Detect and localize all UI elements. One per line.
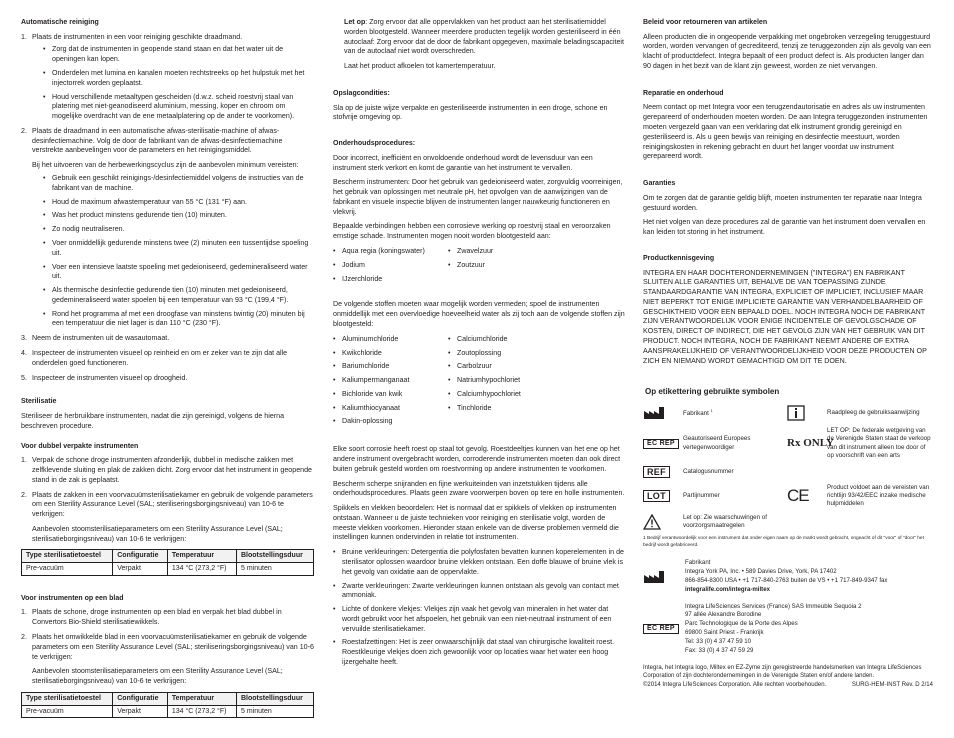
list-item: • Dakin-oplossing xyxy=(333,417,448,427)
tray-steps xyxy=(21,608,314,662)
list-item: • Kaliumthiocyanaat xyxy=(333,404,448,414)
column-middle xyxy=(333,18,625,672)
symbol-caution-label: Let op: Zie waarschuwingen of voorzorgsmaatregelen xyxy=(683,514,767,530)
repair-heading: Reparatie en onderhoud xyxy=(643,89,724,97)
rep-line: 69800 Saint Priest - Frankrijk xyxy=(685,629,764,637)
cleaning-step-1: 1. Plaats de instrumenten in een voor reiniging geschikte draadmand. • Zorg dat de instrumenten in geopende stand staan en dat het water uit de openingen kan lopen. • Onderdelen met lumina en kanalen moeten rechtstreeks op het hulpstuk met het injectorrek worden geplaatst. • Houd verschillende metaaltypen gescheiden (d.w.z. scheid roestvrij staal van platering met niet-geanodiseerd aluminium, messing, koper en chroom om mogelijke overdracht van de ene metaalplatering op de ander te voorkomen). xyxy=(21,33,314,122)
symbol-lot-label: Partijnummer xyxy=(683,492,720,500)
table-header: Type sterilisatietoestel xyxy=(22,550,113,563)
table-cell: Verpakt xyxy=(113,705,168,718)
table-cell: Pre-vacuüm xyxy=(22,563,113,576)
document-code: SURG-HEM-INST Rev. D 2/14 xyxy=(851,681,933,688)
ref-icon: REF xyxy=(643,466,683,478)
list-item: • Calciumchloride xyxy=(448,335,625,345)
sterilisation-table-tray xyxy=(21,692,314,718)
table-header: Blootstellingsduur xyxy=(236,550,313,563)
cool-text: Laat het product afkoelen tot kamertemperatuur. xyxy=(344,62,496,71)
ec-rep-icon: EC REP xyxy=(643,603,685,656)
maintenance-text-2: Bescherm instrumenten: Door het gebruik van gedeioniseerd water, zorgvuldig voorreinigen, het gebruik van oplossingen met neutrale pH, het opvolgen van de aanwijzingen van de fabrikant en visuele inspectie blijven de instrumenten langer nauwkeurig functioneren en vlekvrij. xyxy=(333,178,623,216)
copyright-text: ©2014 Integra LifeSciences Corporation. Alle rechten voorbehouden. xyxy=(643,681,827,688)
table-cell: 134 °C (273,2 °F) xyxy=(167,563,236,576)
list-item: • Rond het programma af met een droogfase van minstens twintig (20) minuten bij een temperatuur die niet lager is dan 110 °C (230 °F). xyxy=(32,310,314,330)
list-item: • Bariumchloride xyxy=(333,362,448,372)
notice-text: INTEGRA EN HAAR DOCHTERONDERNEMINGEN ("INTEGRA") EN FABRIKANT SLUITEN ALLE GARANTIES UIT, BEHALVE DE VAN TOEPASSING ZIJNDE STANDAARDGARANTIE VAN INTEGRA, EXPLICIET OF IMPLICIET, INCLUSIEF MAAR NIET BEPERKT TOT ENIGE IMPLICIETE GARANTIE VAN VERHANDELBAARHEID OF GESCHIKTHEID VOOR EEN BEPAALD DOEL. NOCH INTEGRA NOCH DE FABRIKANT ZIJN VERANTWOORDELIJK VOOR ENIGE INCIDENTELE OF GEVOLGSCHADE OF KOSTEN, DIRECT OF INDIRECT, DIE HET GEVOLG ZIJN VAN HET GEBRUIK VAN DIT PRODUCT. NOCH INTEGRA, NOCH DE FABRIKANT NEEMT ANDERE OF EXTRA AANSPRAKELIJKHEID OF VERANTWOORDELIJKHEID VOOR DEZE PRODUCTEN OP ZICH EN NIEMAND WORDT GEMACHTIGD OM DIT TE DOEN. xyxy=(643,268,927,365)
double-wrap-step-2: 2. Plaats de zakken in een voorvacuümsterilisatiekamer en gebruik de volgende parameters om een Sterility Assurance Level (SAL; steriliseringsborgingsniveau) van 10-6 te verkrijgen: xyxy=(21,490,313,519)
list-item: • Natriumhypochloriet xyxy=(448,376,625,386)
sterilisation-heading: Sterilisatie xyxy=(21,398,57,406)
list-item: • Houd verschillende metaaltypen gescheiden (d.w.z. scheid roestvrij staal van platering met niet-geanodiseerd aluminium, messing, koper en chroom om mogelijke overdracht van de ene metaalplatering op de ander te voorkomen). xyxy=(32,93,314,122)
table-row xyxy=(22,705,314,718)
cleaning-heading: Automatische reiniging xyxy=(21,19,99,26)
list-item: • Gebruik een geschikt reinigings-/desinfectiemiddel volgens de instructies van de fabrikant van de machine. xyxy=(32,174,314,194)
table-header: Configuratie xyxy=(113,550,168,563)
list-item: • Kaliumpermanganaat xyxy=(333,376,448,386)
table-cell: Pre-vacuüm xyxy=(22,705,113,718)
caution-text: Let op: Zorg ervoor dat alle oppervlakken van het product aan het sterilisatiemiddel worden blootgesteld. Wanneer meerdere producten tegelijk worden gesteriliseerd in één autoclaaf: Zorg ervoor dat de door de fabrikant opgegeven, maximale beladingscapaciteit van de autoclaaf niet wordt overschreden. xyxy=(344,18,624,56)
list-item: • IJzerchloride xyxy=(333,275,448,285)
list-item: • Was het product minstens gedurende tien (10) minuten. xyxy=(32,211,314,221)
repair-text: Neem contact op met Integra voor een terugzendautorisatie en adres als uw instrumenten gerepareerd of onderhouden moeten worden. De aan Integra teruggezonden instrumenten moeten vergezeld gaan van een verklaring dat elk instrument grondig gereinigd en gesteriliseerd is. Als u geen bewijs van reiniging en desinfectie meestuurt, worden reinigingskosten in rekening gebracht en duurt het langer voordat uw instrument gerepareerd wordt. xyxy=(643,103,928,161)
list-item: • Houd de maximum afwastemperatuur van 55 °C (131 °F) aan. xyxy=(32,198,314,208)
maintenance-text-1: Door incorrect, inefficiënt en onvoldoende onderhoud wordt de levensduur van een instrument sterk verkort en komt de garantie van het instrument te vervallen. xyxy=(333,153,593,172)
symbol-ref-label: Catalogusnummer xyxy=(683,467,734,475)
warranty-heading: Garanties xyxy=(643,180,676,188)
instructions-icon xyxy=(787,405,827,421)
manufacturer-address: Integra York PA, Inc. • 589 Davies Drive, York, PA 17402 xyxy=(685,568,837,576)
symbol-ecrep-label: Geautoriseerd Europees vertegenwoordiger xyxy=(683,435,751,451)
manufacturer-title: Fabrikant xyxy=(685,559,711,567)
caution-icon xyxy=(643,514,683,530)
list-item: • Als thermische desinfectie gedurende tien (10) minuten met gedeioniseerd, gedemineraliseerd water spoelen bij een temperatuur van 93 °C (199,4 °F). xyxy=(32,286,314,306)
rep-line: Fax: 33 (0) 4 37 47 59 29 xyxy=(685,646,754,654)
list-item: • Zwavelzuur xyxy=(448,247,625,257)
double-wrap-heading: Voor dubbel verpakte instrumenten xyxy=(21,442,139,450)
corrosive-list-1 xyxy=(333,247,625,288)
rep-line: Tel: 33 (0) 4 37 47 59 10 xyxy=(685,637,752,645)
cleaning-step-3: 3. Neem de instrumenten uit de wasautomaat. xyxy=(21,334,170,343)
rust-text-2: Bescherm scherpe snijranden en fijne werkuiteinden van inzetstukken tijdens alle onderhoudsprocedures. Plaats geen zware voorwerpen boven op tere en holle instrumenten. xyxy=(333,479,625,498)
list-item: • Zorg dat de instrumenten in geopende stand staan en dat het water uit de openingen kan lopen. xyxy=(32,45,314,65)
footnote: 1 Bedrijf verantwoordelijk voor een instrument dat onder eigen naam op de markt wordt gebracht, ongeacht of dit "voor" of "door" het bedrijf wordt gefabriceerd. xyxy=(643,536,924,548)
storage-text: Sla op de juiste wijze verpakte en gesteriliseerde instrumenten in een droge, schone en stofvrije omgeving op. xyxy=(333,103,608,122)
minimize-text: De volgende stoffen moeten waar mogelijk worden vermeden; spoel de instrumenten onmiddellijk met een overvloedige hoeveelheid water als zij toch aan de volgende stoffen zijn blootgesteld: xyxy=(333,300,625,328)
table-header: Configuratie xyxy=(113,692,168,705)
table-row xyxy=(22,563,314,576)
rust-text-1: Elke soort corrosie heeft roest op staal tot gevolg. Roestdeeltjes kunnen van het ene op het andere instrument overgebracht worden, corroderende instrumenten moeten dan ook direct buiten gebruik gesteld worden om roestvorming op andere instrumenten te voorkomen. xyxy=(333,445,621,473)
ec-rep-block xyxy=(643,603,933,656)
list-item: • Zoutzuur xyxy=(448,261,625,271)
list-item: • Jodium xyxy=(333,261,448,271)
list-item: • Kwikchloride xyxy=(333,349,448,359)
maintenance-text-3: Bepaalde verbindingen hebben een corrosieve werking op roestvrij staal en veroorzaken ernstige schade. Instrumenten mogen nooit worden blootgesteld aan: xyxy=(333,222,611,241)
rx-only-icon: Rx ONLY xyxy=(787,437,834,450)
tray-step-2: 2. Plaats het omwikkelde blad in een voorvacuümsterilisatiekamer en gebruik de volgende parameters om een Sterility Assurance Level (SAL; steriliseringsborgingsniveau) van 10-6 te verkrijgen: xyxy=(21,632,314,661)
manufacturer-phone: 866-854-8300 USA • +1 717-840-2763 buiten de VS • +1 717-849-9347 fax xyxy=(685,576,888,584)
footer xyxy=(643,664,933,690)
symbol-manufacturer-label: Fabrikant $^1$ xyxy=(683,408,713,418)
manufacturer-block xyxy=(643,559,933,594)
ce-mark-icon: CE xyxy=(787,486,809,506)
cleaning-steps xyxy=(21,33,314,384)
tray-step-1: 1. Plaats de schone, droge instrumenten op een blad en verpak het blad dubbel in Convertors Bio-Shield sterilisatiewikkels. xyxy=(21,608,282,627)
table-header: Blootstellingsduur xyxy=(236,692,313,705)
rust-text-3: Spikkels en vlekken beoordelen: Het is normaal dat er spikkels of vlekken op instrumenten ontstaan. Wanneer u de juiste technieken voor reiniging en sterilisatie volgt, worden de meeste vlekken voorkomen. Hieronder staan enkele van de diverse problemen vermeld die instellingen kunnen ondervinden in relatie tot instrumenten. xyxy=(333,504,619,542)
list-item: • Voer een intensieve laatste spoeling met gedeioniseerd, gedemineraliseerd water uit. xyxy=(32,263,314,283)
list-item: • Voer onmiddellijk gedurende minstens twee (2) minuten een tussentijdse spoeling uit. xyxy=(32,239,314,259)
tray-heading: Voor instrumenten op een blad xyxy=(21,594,124,602)
tray-note: Aanbevolen stoomsterilisatieparameters om een Sterility Assurance Level (SAL; sterilisatieborgingsniveau) van 10-6 te verkrijgen: xyxy=(32,667,283,686)
table-header: Temperatuur xyxy=(167,692,236,705)
cleaning-step-4: 4. Inspecteer de instrumenten visueel op reinheid en om er zeker van te zijn dat alle onderdelen goed functioneren. xyxy=(21,348,288,367)
ec-rep-icon: EC REP xyxy=(643,439,683,449)
list-item: • Bichloride van kwik xyxy=(333,390,448,400)
list-item: • Roestafzettingen: Het is zeer onwaarschijnlijk dat staal van chirurgische kwaliteit roest. Roestkleurige vlekjes doen zich gewoonlijk voor op locaties waar het water een hoog ijzergehalte heeft. xyxy=(333,638,625,667)
table-cell: 134 °C (273,2 °F) xyxy=(167,705,236,718)
maintenance-heading: Onderhoudsprocedures: xyxy=(333,140,416,148)
return-text: Alleen producten die in ongeopende verpakking met ongebroken verzegeling teruggestuurd worden, worden vervangen of gecrediteerd, tenzij ze teruggezonden zijn als gevolg van een klacht of productdefect. Integra bepaalt of een product defect is. Als producten langer dan 90 dagen in het bezit van de klant zijn geweest, worden ze niet vervangen. xyxy=(643,32,931,70)
list-item: • Aqua regia (koningswater) xyxy=(333,247,448,257)
double-wrap-step-1: 1. Verpak de schone droge instrumenten afzonderlijk, dubbel in medische zakken met zelfklevende sluiting en plak de zakken dicht. Zorg ervoor dat het instrument in geopende stand in de zak is geplaatst. xyxy=(21,456,312,484)
trademark-text: Integra, het Integra logo, Miltex en EZ-Zyme zijn geregistreerde handelsmerken van Integra LifeSciences Corporation of zijn dochterondernemingen in de Verenigde Staten en/of andere landen. xyxy=(643,664,922,680)
warranty-text-2: Het niet volgen van deze procedures zal de garantie van het instrument doen vervallen en kan leiden tot storing in het instrument. xyxy=(643,218,926,237)
rep-line: Parc Technologique de la Porte des Alpes xyxy=(685,620,798,628)
column-left xyxy=(21,18,314,724)
double-wrap-steps xyxy=(21,456,314,520)
rep-line: Integra LifeSciences Services (France) SAS Immeuble Sequoia 2 xyxy=(685,602,862,610)
symbol-rx-label: LET OP: De federale wetgeving van de Verenigde Staten staat de verkoop van dit instrument alleen toe door of op voorschrift van een arts xyxy=(827,427,931,459)
stain-list xyxy=(333,548,625,668)
lot-icon: LOT xyxy=(643,490,683,502)
list-item: • Tinchloride xyxy=(448,404,625,414)
cleaning-step-2: 2. Plaats de draadmand in een automatische afwas-sterilisatie-machine of afwas-desinfectiemachine. Volg de door de fabrikant van de afwas-desinfectiemachine verstrekte aanbevelingen voor de parameters en het reinigingsmiddel. Bij het uitvoeren van de herbewerkingscyclus zijn de aanbevolen minimum vereisten: • Gebruik een geschikt reinigings-/desinfectiemiddel volgens de instructies van de fabrikant van de machine. • Houd de maximum afwastemperatuur van 55 °C (131 °F) aan. • Was het product minstens gedurende tien (10) minuten. • Zo nodig neutraliseren. • Voer onmiddellijk gedurende minstens twee (2) minuten een tussentijdse spoeling uit. • Voer een intensieve laatste spoeling met gedeioniseerd, gedemineraliseerd water uit. • Als thermische desinfectie gedurende tien (10) minuten met gedeioniseerd, gedemineraliseerd water spoelen bij een temperatuur van 93 °C (199,4 °F). • Rond het programma af met een droogfase van minstens twintig (20) minuten bij een temperatuur die niet lager is dan 110 °C (230 °F). xyxy=(21,127,314,329)
symbols-legend xyxy=(643,405,933,530)
step2-bullets xyxy=(32,174,314,329)
rep-line: 97 allée Alexandre Borodine xyxy=(685,611,762,619)
table-header: Type sterilisatietoestel xyxy=(22,692,113,705)
warranty-text-1: Om te zorgen dat de garantie geldig blijft, moeten instrumenten ter reparatie naar Integra gestuurd worden. xyxy=(643,193,922,212)
corrosive-list-2 xyxy=(333,335,625,431)
cleaning-step-5: 5. Inspecteer de instrumenten visueel op droogheid. xyxy=(21,373,188,382)
table-cell: Verpakt xyxy=(113,563,168,576)
list-item: • Aluminumchloride xyxy=(333,335,448,345)
table-header: Temperatuur xyxy=(167,550,236,563)
list-item: • Zoutoplossing xyxy=(448,349,625,359)
step1-bullets xyxy=(32,45,314,121)
list-item: • Zo nodig neutraliseren. xyxy=(32,225,314,235)
manufacturer-icon xyxy=(643,406,683,420)
notice-heading: Productkennisgeving xyxy=(643,254,715,262)
list-item: • Onderdelen met lumina en kanalen moeten rechtstreeks op het hulpstuk met het injectorrek worden geplaatst. xyxy=(32,69,314,89)
list-item: • Lichte of donkere vlekjes: Vlekjes zijn vaak het gevolg van mineralen in het water dat wordt gebruikt voor het afspoelen, het gebruik van een niet-neutraal instrument of een vervuilde sterilisatiekamer. xyxy=(333,605,625,634)
list-item: • Bruine verkleuringen: Detergentia die polyfosfaten bevatten kunnen koperelementen in de sterilisator oplossen waardoor bruine vlekken ontstaan. Een doffe blauwe of bruine vlek is het gevolg van oxidatie aan de oppervlakte. xyxy=(333,548,625,577)
table-cell: 5 minuten xyxy=(236,563,313,576)
manufacturer-icon xyxy=(643,559,685,594)
storage-heading: Opslagcondities: xyxy=(333,89,390,97)
sterilisation-table-pouch xyxy=(21,549,314,575)
symbol-ifu-label: Raadpleeg de gebruiksaanwijzing xyxy=(827,409,920,417)
symbol-ce-label: Product voldoet aan de vereisten van richtlijn 93/42/EEC inzake medische hulpmiddelen xyxy=(827,484,930,508)
return-heading: Beleid voor retourneren van artikelen xyxy=(643,19,768,26)
list-item: • Carbolzuur xyxy=(448,362,625,372)
manufacturer-website: integralife.com/integra-miltex xyxy=(685,585,770,593)
column-right xyxy=(643,18,933,690)
double-wrap-note: Aanbevolen stoomsterilisatieparameters om een Sterility Assurance Level (SAL; sterilisatieborgingsniveau) van 10-6 te verkrijgen: xyxy=(32,524,283,543)
step2-sub: Bij het uitvoeren van de herbewerkingscyclus zijn de aanbevolen minimum vereisten: xyxy=(32,161,299,170)
list-item: • Calciumhypochloriet xyxy=(448,390,625,400)
list-item: • Zwarte verkleuringen: Zwarte verkleuringen kunnen ontstaan als gevolg van contact met ammoniak. xyxy=(333,582,625,602)
sterilisation-text: Steriliseer de herbruikbare instrumenten, nadat die zijn gereinigd, volgens de hierna beschreven procedure. xyxy=(21,411,285,430)
symbols-heading: Op etikettering gebruikte symbolen xyxy=(645,387,780,397)
table-cell: 5 minuten xyxy=(236,705,313,718)
